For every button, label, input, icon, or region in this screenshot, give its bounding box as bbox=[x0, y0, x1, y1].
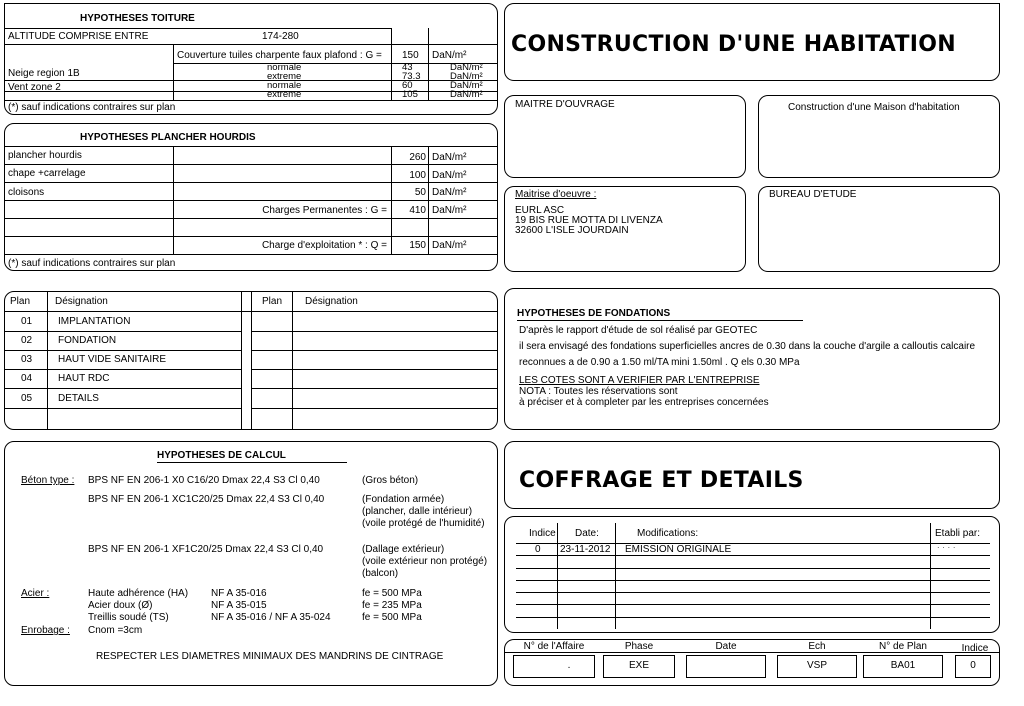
plan-row-name: FONDATION bbox=[58, 335, 117, 346]
enrobage-label: Enrobage : bbox=[21, 625, 70, 636]
couverture-label: Couverture tuiles charpente faux plafond : G = bbox=[177, 50, 382, 61]
beton-spec: BPS NF EN 206-1 X0 C16/20 Dmax 22,4 S3 Cl 0,40 bbox=[88, 475, 320, 486]
altitude-value: 174-280 bbox=[262, 31, 299, 42]
charges-permanentes-unit: DaN/m² bbox=[432, 205, 467, 216]
acier-name: Treillis soudé (TS) bbox=[88, 612, 169, 623]
revisions-section bbox=[504, 516, 1000, 633]
plan-row-number: 02 bbox=[21, 335, 33, 346]
beton-desc: (plancher, dalle intérieur) bbox=[362, 506, 473, 517]
plans-col-designation-2: Désignation bbox=[305, 296, 358, 307]
plancher-row-label: plancher hourdis bbox=[8, 150, 82, 161]
acier-name: Acier doux (Ø) bbox=[88, 600, 153, 611]
bureau-etude-label: BUREAU D'ETUDE bbox=[769, 189, 857, 200]
charges-permanentes-label: Charges Permanentes : G = bbox=[262, 205, 387, 216]
ech-label: Ech bbox=[808, 641, 826, 652]
beton-desc: (Fondation armée) bbox=[362, 494, 445, 505]
couverture-unit: DaN/m² bbox=[432, 50, 467, 61]
fondations-nota: NOTA : Toutes les réservations sont bbox=[519, 386, 678, 397]
plans-col-plan-2: Plan bbox=[262, 296, 283, 307]
neige-normale-unit: DaN/m² bbox=[450, 62, 483, 73]
charge-exploitation-unit: DaN/m² bbox=[432, 240, 467, 251]
charges-permanentes-value: 410 bbox=[409, 205, 426, 216]
project-name: Construction d'une Maison d'habitation bbox=[788, 102, 960, 113]
date-cell bbox=[686, 655, 766, 678]
beton-label: Béton type : bbox=[21, 475, 75, 486]
maitre-ouvrage-box bbox=[504, 95, 746, 178]
rev-col-date: Date: bbox=[575, 528, 599, 539]
beton-desc: (Dallage extérieur) bbox=[362, 544, 445, 555]
plancher-note: (*) sauf indications contraires sur plan bbox=[8, 258, 176, 269]
acier-label: Acier : bbox=[21, 588, 50, 599]
coffrage-title: COFFRAGE ET DETAILS bbox=[519, 468, 804, 493]
calcul-footer: RESPECTER LES DIAMETRES MINIMAUX DES MANDRINS DE CINTRAGE bbox=[96, 651, 444, 662]
calcul-section bbox=[4, 441, 498, 686]
neige-extreme-unit: DaN/m² bbox=[450, 71, 483, 82]
charge-exploitation-label: Charge d'exploitation * : Q = bbox=[261, 240, 387, 251]
vent-extreme-value: 105 bbox=[402, 89, 418, 100]
plan-row-name: DETAILS bbox=[58, 393, 99, 404]
toiture-note: (*) sauf indications contraires sur plan bbox=[8, 102, 176, 113]
indice-label: Indice bbox=[961, 643, 989, 654]
calcul-title: HYPOTHESES DE CALCUL bbox=[157, 450, 286, 461]
fondations-section bbox=[504, 288, 1000, 430]
fondations-verif: LES COTES SONT A VERIFIER PAR L'ENTREPRISE bbox=[519, 375, 760, 386]
plan-row-number: 01 bbox=[21, 316, 33, 327]
beton-spec: BPS NF EN 206-1 XF1C20/25 Dmax 22,4 S3 Cl 0,40 bbox=[88, 544, 324, 555]
neige-normale-label: normale bbox=[267, 62, 302, 73]
beton-desc: (balcon) bbox=[362, 568, 399, 579]
affaire-value: . bbox=[567, 660, 571, 671]
phase-value: EXE bbox=[628, 660, 649, 671]
plancher-row-unit: DaN/m² bbox=[432, 187, 467, 198]
plancher-row-unit: DaN/m² bbox=[432, 170, 467, 181]
neige-label: Neige region 1B bbox=[8, 68, 80, 79]
neige-extreme-value: 73.3 bbox=[402, 71, 421, 82]
plan-row-number: 04 bbox=[21, 373, 33, 384]
bureau-etude-box bbox=[758, 186, 1000, 272]
plan-row-number: 03 bbox=[21, 354, 33, 365]
maitre-ouvrage-label: MAITRE D'OUVRAGE bbox=[515, 99, 615, 110]
oeuvre-line: 32600 L'ISLE JOURDAIN bbox=[515, 225, 629, 236]
acier-norm: NF A 35-016 bbox=[211, 588, 267, 599]
acier-norm: NF A 35-015 bbox=[211, 600, 267, 611]
beton-desc: (voile protégé de l'humidité) bbox=[362, 518, 485, 529]
fondations-nota: à préciser et à completer par les entreprises concernées bbox=[519, 397, 769, 408]
fondations-line: il sera envisagé des fondations superficielles ancres de 0.30 dans la couche d'argile a calloutis calcaire bbox=[519, 341, 976, 352]
toiture-section bbox=[4, 3, 498, 115]
toiture-title: HYPOTHESES TOITURE bbox=[80, 13, 195, 24]
project-box bbox=[758, 95, 1000, 178]
fondations-line: reconnues a de 0.90 a 1.50 ml/TA mini 1.50ml . Q els 0.30 MPa bbox=[519, 357, 800, 368]
page-title: CONSTRUCTION D'UNE HABITATION bbox=[511, 32, 957, 57]
plan-row-number: 05 bbox=[21, 393, 33, 404]
plan-number-label: N° de Plan bbox=[879, 641, 927, 652]
acier-name: Haute adhérence (HA) bbox=[88, 588, 189, 599]
plancher-row-value: 100 bbox=[409, 170, 426, 181]
rev-row-modif: EMISSION ORIGINALE bbox=[625, 544, 732, 555]
rev-row-date: 23-11-2012 bbox=[560, 544, 611, 555]
beton-spec: BPS NF EN 206-1 XC1C20/25 Dmax 22,4 S3 Cl 0,40 bbox=[88, 494, 325, 505]
vent-label: Vent zone 2 bbox=[8, 82, 61, 93]
altitude-label: ALTITUDE COMPRISE ENTRE bbox=[8, 31, 149, 42]
beton-desc: (Gros béton) bbox=[362, 475, 419, 486]
date-label: Date bbox=[715, 641, 737, 652]
indice-value: 0 bbox=[970, 660, 976, 671]
header-section bbox=[504, 3, 1000, 81]
plancher-row-value: 260 bbox=[409, 152, 426, 163]
plans-list-section bbox=[4, 291, 498, 430]
maitrise-oeuvre-box bbox=[504, 186, 746, 272]
fondations-title: HYPOTHESES DE FONDATIONS bbox=[517, 308, 671, 319]
vent-extreme-label: extreme bbox=[267, 89, 302, 100]
acier-fe: fe = 500 MPa bbox=[362, 612, 422, 623]
beton-desc: (voile extérieur non protégé) bbox=[362, 556, 488, 567]
plan-row-name: HAUT RDC bbox=[58, 373, 110, 384]
couverture-value: 150 bbox=[402, 50, 419, 61]
charge-exploitation-value: 150 bbox=[409, 240, 426, 251]
vent-normale-value: 60 bbox=[402, 80, 413, 91]
oeuvre-line: 19 BIS RUE MOTTA DI LIVENZA bbox=[515, 215, 663, 226]
vent-normale-label: normale bbox=[267, 80, 302, 91]
vent-normale-unit: DaN/m² bbox=[450, 80, 483, 91]
plan-row-name: HAUT VIDE SANITAIRE bbox=[58, 354, 166, 365]
coffrage-section bbox=[504, 441, 1000, 509]
rev-col-modifs: Modifications: bbox=[637, 528, 699, 539]
plancher-section bbox=[4, 123, 498, 271]
plancher-row-unit: DaN/m² bbox=[432, 152, 467, 163]
acier-fe: fe = 500 MPa bbox=[362, 588, 422, 599]
ech-value: VSP bbox=[806, 660, 827, 671]
enrobage-value: Cnom =3cm bbox=[88, 625, 143, 636]
acier-fe: fe = 235 MPa bbox=[362, 600, 422, 611]
rev-row-etabli: . . . . bbox=[937, 540, 956, 551]
plancher-row-value: 50 bbox=[414, 187, 426, 198]
plancher-row-label: chape +carrelage bbox=[8, 168, 86, 179]
rev-row-indice: 0 bbox=[535, 544, 541, 555]
affaire-label: N° de l'Affaire bbox=[523, 641, 585, 652]
plan-row-name: IMPLANTATION bbox=[58, 316, 131, 327]
rev-col-etabli: Etabli par: bbox=[935, 528, 981, 539]
plancher-row-label: cloisons bbox=[8, 187, 45, 198]
vent-extreme-unit: DaN/m² bbox=[450, 89, 483, 100]
rev-col-indice: Indice bbox=[529, 528, 556, 539]
cartouche-section bbox=[504, 639, 1000, 686]
plan-number-value: BA01 bbox=[890, 660, 916, 671]
neige-extreme-label: extreme bbox=[267, 71, 302, 82]
plancher-title: HYPOTHESES PLANCHER HOURDIS bbox=[80, 132, 256, 143]
acier-norm: NF A 35-016 / NF A 35-024 bbox=[211, 612, 331, 623]
phase-label: Phase bbox=[624, 641, 654, 652]
neige-normale-value: 43 bbox=[402, 62, 413, 73]
fondations-line: D'après le rapport d'étude de sol réalisé par GEOTEC bbox=[519, 325, 758, 336]
plans-col-plan: Plan bbox=[10, 296, 31, 307]
maitrise-oeuvre-label: Maitrise d'oeuvre : bbox=[515, 189, 597, 200]
plans-col-designation: Désignation bbox=[55, 296, 108, 307]
oeuvre-line: EURL ASC bbox=[515, 205, 565, 216]
